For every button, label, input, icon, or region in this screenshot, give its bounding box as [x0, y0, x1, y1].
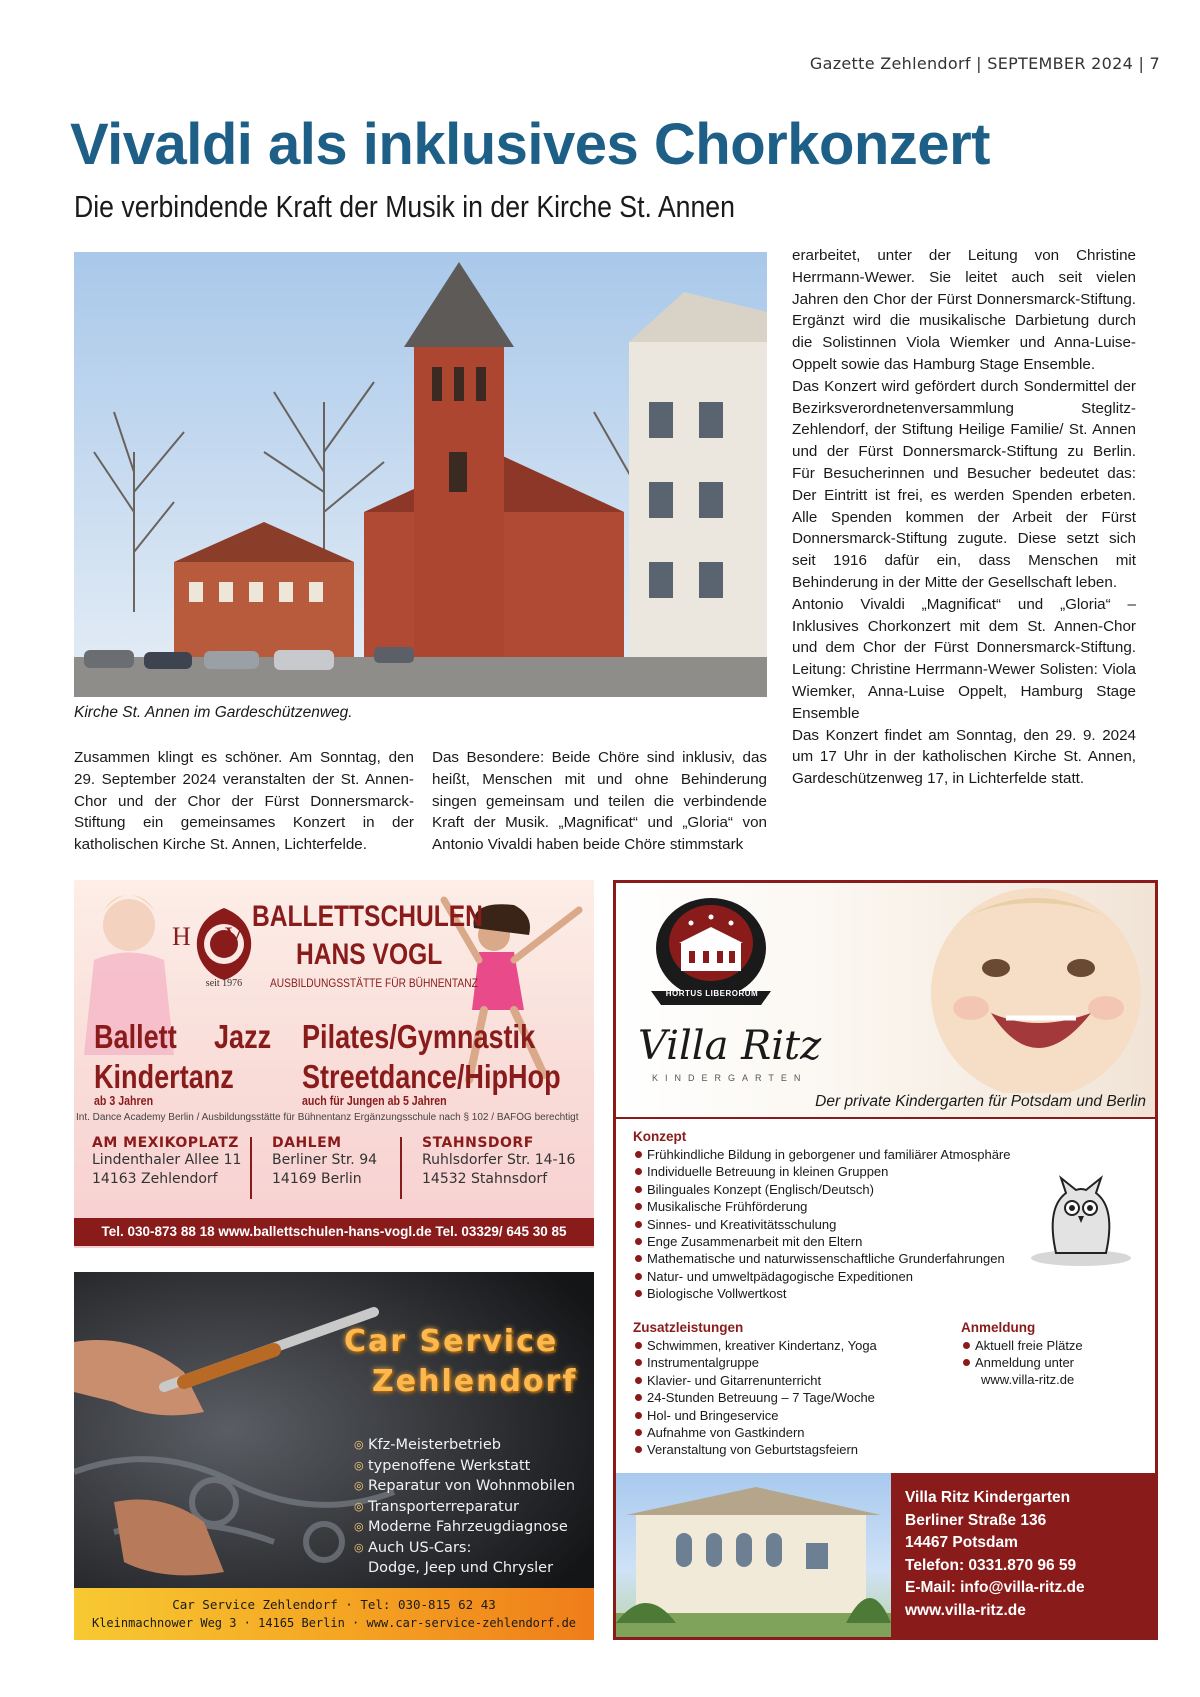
list-item: Anmeldung unter [961, 1354, 1151, 1371]
article-title: Vivaldi als inklusives Chorkonzert [70, 112, 990, 177]
list-item: Mathematische und naturwissenschaftliche Grunderfahrungen [633, 1250, 1113, 1267]
paragraph: Das Konzert wird gefördert durch Sondermittel der Bezirksverordnetenversammlung Steglitz-Zehlendorf, der Stiftung Heilige Familie/ St. Annen und der Fürst Donnersmarck-Stiftung zu Berlin. Für Besucherinnen und Besucher bedeutet das: Der Eintritt ist frei, es werden Spenden erbeten. Alle Spenden kommen der Arbeit der Fürst Donnersmarck-Stiftung zugute. Diese setzt sich seit 1916 dafür ein, dass Menschen mit Behinderung in der Mitte der Gesellschaft leben. [792, 377, 1136, 591]
course-pilates: Pilates/Gymnastik [302, 1018, 536, 1055]
list-item: ◎ typenoffene Werkstatt [354, 1456, 594, 1477]
list-item: ◎ Auch US-Cars: [354, 1538, 594, 1559]
ballet-school-ad [74, 880, 594, 1248]
issue-date: SEPTEMBER 2024 [987, 54, 1134, 73]
list-item: Frühkindliche Bildung in geborgener und familiärer Atmosphäre [633, 1146, 1113, 1163]
ballet-brand-tagline: AUSBILDUNGSSTÄTTE FÜR BÜHNENTANZ [270, 976, 478, 990]
owl-icon [1026, 1168, 1136, 1268]
contact-phone: Telefon: 0331.870 96 59 [905, 1556, 1077, 1574]
zusatz-heading: Zusatzleistungen [633, 1320, 744, 1335]
list-item: Aufnahme von Gastkindern [633, 1424, 933, 1441]
list-item: ◎ Kfz-Meisterbetrieb [354, 1435, 594, 1456]
car-brand-line2: Zehlendorf [372, 1364, 578, 1399]
course-streetdance: Streetdance/HipHop [302, 1058, 561, 1095]
paragraph: Das Konzert findet am Sonntag, den 29. 9. 2024 um 17 Uhr in der katholischen Kirche St. Annen, Gardeschützenweg 17, in Lichterfelde statt. [792, 726, 1136, 788]
age-boys: auch für Jungen ab 5 Jahren [302, 1094, 447, 1108]
list-item: Sinnes- und Kreativitätsschulung [633, 1216, 1113, 1233]
list-item: Bilinguales Konzept (Englisch/Deutsch) [633, 1181, 1113, 1198]
contact-website[interactable]: www.villa-ritz.de [905, 1601, 1026, 1619]
course-ballett: Ballett [94, 1018, 177, 1055]
list-item: Hol- und Bringeservice [633, 1407, 933, 1424]
list-item: Aktuell freie Plätze [961, 1337, 1151, 1354]
villa-contact-box [891, 1473, 1155, 1637]
list-item: Biologische Vollwertkost [633, 1285, 1113, 1302]
car-contact-line2: Kleinmachnower Weg 3 · 14165 Berlin · www.car-service-zehlendorf.de [91, 1616, 577, 1630]
church-photo [74, 252, 767, 697]
course-kindertanz: Kindertanz [94, 1058, 234, 1095]
paragraph: Antonio Vivaldi „Magnificat“ und „Gloria“ – Inklusives Chorkonzert mit dem St. Annen-Chor und dem Chor der Fürst Donnersmarck-Stiftung. Leitung: Christine Herrmann-Wewer Solisten: Viola Wiemker, Anna-Luise Oppelt, Hamburg Stage Ensemble [792, 595, 1136, 722]
car-brand-line1: Car Service [344, 1324, 559, 1359]
list-item: Instrumentalgruppe [633, 1354, 933, 1371]
church-illustration [74, 252, 767, 697]
anmeldung-list [961, 1337, 1151, 1372]
villa-ritz-ad [613, 880, 1158, 1640]
car-services-list [354, 1435, 594, 1579]
academy-line: Int. Dance Academy Berlin / Ausbildungsstätte für Bühnentanz Ergänzungsschule nach § 102 / BAFÖG berechtigt [76, 1112, 579, 1123]
anmeldung-heading: Anmeldung [961, 1320, 1036, 1335]
seal-text: HORTUS LIBERORUM [665, 989, 759, 998]
villa-divider [616, 1117, 1155, 1119]
paragraph: erarbeitet, unter der Leitung von Christine Herrmann-Wewer. Sie leitet auch seit vielen Jahren den Chor der Fürst Donnersmarck-Stiftung. Ergänzt wird die musikalische Darbietung durch die Solistinnen Viola Wiemker und Anna-Luise-Oppelt sowie das Hamburg Stage Ensemble. [792, 247, 1136, 373]
running-header: Gazette Zehlendorf | SEPTEMBER 2024 | 7 [809, 54, 1160, 73]
ballet-brand-name: BALLETTSCHULEN [252, 900, 483, 933]
paragraph: Zusammen klingt es schöner. Am Sonntag, den 29. September 2024 veranstalten der St. Annen-Chor und der Chor der Fürst Donnersmarck-Stiftung ein gemeinsames Konzert in der katholischen Kirche St. Annen, Lichterfelde. [74, 749, 414, 854]
list-item: Enge Zusammenarbeit mit den Eltern [633, 1233, 1113, 1250]
konzept-heading: Konzept [633, 1129, 687, 1144]
publication-name: Gazette Zehlendorf [809, 54, 971, 73]
ballet-brand-owner: HANS VOGL [296, 938, 443, 971]
ballet-founded: seit 1976 [205, 978, 243, 989]
villa-tagline: Der private Kindergarten für Potsdam und Berlin [815, 1093, 1146, 1110]
list-item: Musikalische Frühförderung [633, 1198, 1113, 1215]
course-jazz: Jazz [214, 1018, 272, 1055]
list-item: 24-Stunden Betreuung – 7 Tage/Woche [633, 1389, 933, 1406]
list-item: Veranstaltung von Geburtstagsfeiern [633, 1441, 933, 1458]
list-item: Klavier- und Gitarrenunterricht [633, 1372, 933, 1389]
list-item: ◎ Transporterreparatur [354, 1497, 594, 1518]
laughing-child-illustration [886, 883, 1155, 1093]
article-column-1 [74, 747, 414, 856]
ballet-monogram: HV [172, 922, 278, 951]
divider [250, 1137, 252, 1199]
location-mexikoplatz: AM MEXIKOPLATZ Lindenthaler Allee 11 14163 Zehlendorf [92, 1135, 242, 1187]
car-contact-line1: Car Service Zehlendorf · Tel: 030-815 62 43 [172, 1597, 496, 1612]
anmeldung-url[interactable]: www.villa-ritz.de [981, 1372, 1075, 1387]
car-service-ad [74, 1272, 594, 1640]
list-item-continued: Dodge, Jeep und Chrysler [368, 1560, 554, 1576]
paragraph: Das Besondere: Beide Chöre sind inklusiv, das heißt, Menschen mit und ohne Behinderung singen gemeinsam und teilen die verbindende Kraft der Musik. „Magnificat“ und „Gloria“ von Antonio Vivaldi haben beide Chöre stimmstark [432, 749, 767, 854]
article-subtitle: Die verbindende Kraft der Musik in der Kirche St. Annen [74, 189, 735, 224]
villa-logo-subtitle: KINDERGARTEN [652, 1073, 808, 1083]
contact-street: Berliner Straße 136 [905, 1511, 1047, 1529]
divider [400, 1137, 402, 1199]
contact-city: 14467 Potsdam [905, 1534, 1018, 1551]
villa-building-illustration [616, 1473, 891, 1637]
car-contact-bar [74, 1588, 594, 1640]
villa-logo-script: Villa Ritz [638, 1023, 822, 1069]
list-item: ◎ Moderne Fahrzeugdiagnose [354, 1517, 594, 1538]
zusatz-list [633, 1337, 933, 1459]
article-column-2 [432, 747, 767, 856]
ballet-contact-bar: Tel. 030-873 88 18 www.ballettschulen-hans-vogl.de Tel. 03329/ 645 30 85 [74, 1218, 594, 1246]
list-item: Individuelle Betreuung in kleinen Gruppen [633, 1163, 1113, 1180]
photo-caption: Kirche St. Annen im Gardeschützenweg. [74, 704, 353, 721]
list-item: ◎ Reparatur von Wohnmobilen [354, 1476, 594, 1497]
page-number: 7 [1149, 54, 1160, 73]
list-item: Schwimmen, kreativer Kindertanz, Yoga [633, 1337, 933, 1354]
contact-email[interactable]: E-Mail: info@villa-ritz.de [905, 1579, 1085, 1596]
age-kids: ab 3 Jahren [94, 1094, 154, 1108]
villa-building-photo [616, 1473, 891, 1637]
article-column-3 [792, 245, 1136, 790]
location-stahnsdorf: STAHNSDORF Ruhlsdorfer Str. 14-16 14532 Stahnsdorf [422, 1135, 576, 1187]
location-dahlem: DAHLEM Berliner Str. 94 14169 Berlin [272, 1135, 378, 1187]
list-item: Natur- und umweltpädagogische Expeditionen [633, 1268, 1113, 1285]
contact-name: Villa Ritz Kindergarten [905, 1489, 1071, 1506]
villa-header-area [616, 883, 1155, 1118]
